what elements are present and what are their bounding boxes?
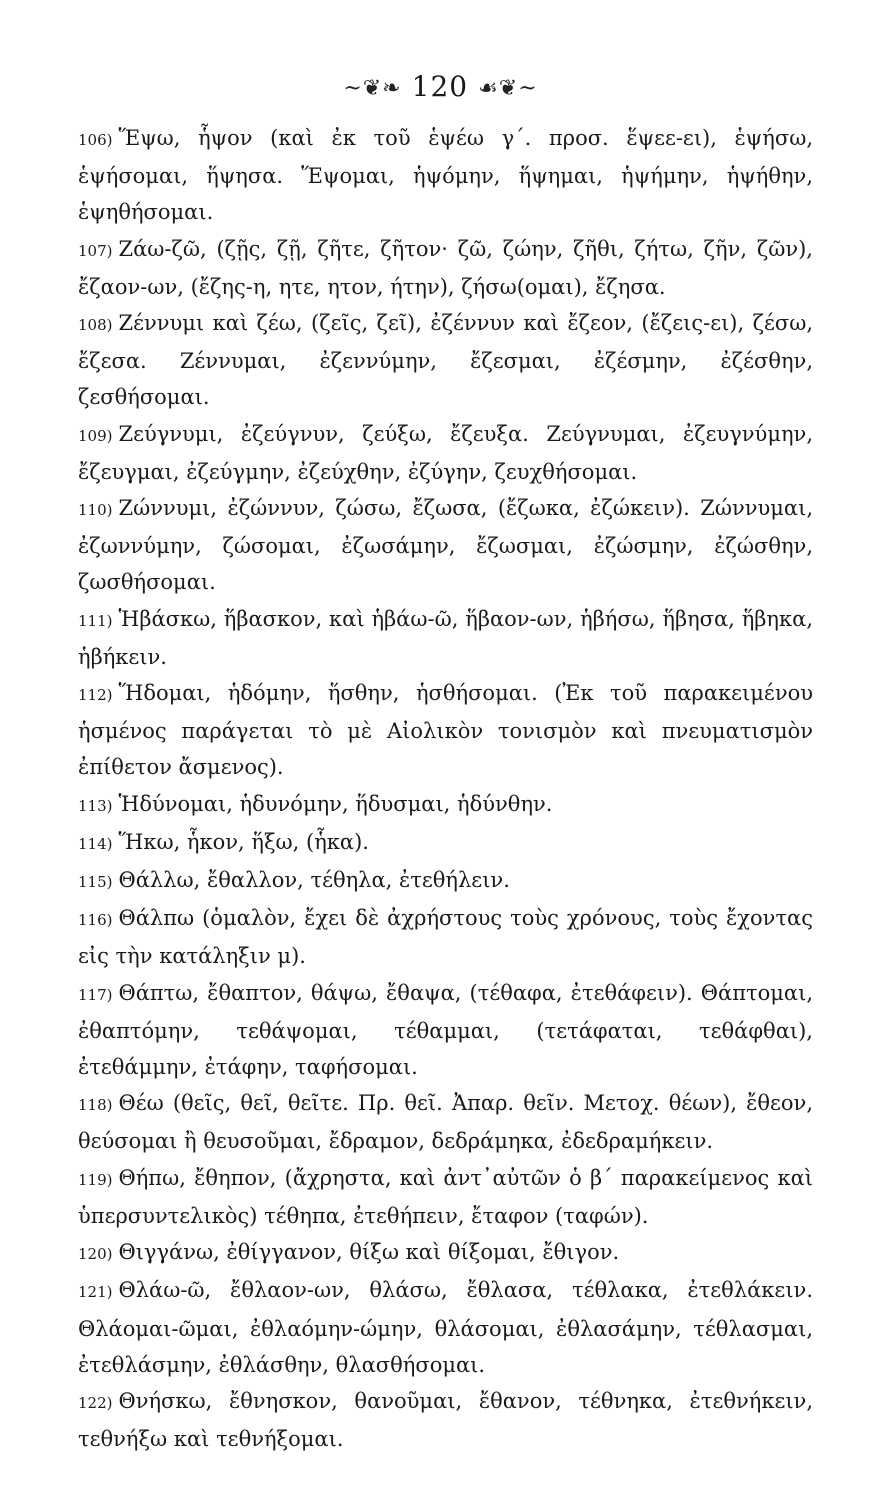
entry-number: 120)	[78, 1245, 113, 1264]
entry-115	[78, 862, 813, 900]
entry-number: 115)	[78, 873, 113, 892]
entry-text: Θέω (θεῖς, θεῖ, θεῖτε. Πρ. θεῖ. Ἀπαρ. θεῖν. Μετοχ. θέων), ἔθεον, θεύσομαι ἢ θευσοῦμαι, ἔδραμον, δεδράμηκα, ἐδεδραμήκειν.	[78, 1091, 813, 1154]
entry-117	[78, 975, 813, 1086]
entry-number: 114)	[78, 834, 113, 853]
entry-107	[78, 231, 813, 305]
entry-text: Ἥκω, ἧκον, ἥξω, (ἧκα).	[118, 829, 369, 854]
entry-109	[78, 416, 813, 490]
page-body	[78, 120, 813, 1457]
entry-119	[78, 1160, 813, 1234]
entry-113	[78, 786, 813, 824]
entry-text: Θάλπω (ὁμαλὸν, ἔχει δὲ ἀχρήστους τοὺς χρόνους, τοὺς ἔχοντας εἰς τὴν κατάληξιν μ).	[78, 906, 813, 969]
entry-text: Θνήσκω, ἔθνησκον, θανοῦμαι, ἔθανον, τέθνηκα, ἐτεθνήκειν, τεθνήξω καὶ τεθνήξομαι.	[78, 1388, 813, 1452]
entry-text: Ζέννυμι καὶ ζέω, (ζεῖς, ζεῖ), ἐζέννυν καὶ ἔζεον, (ἔζεις-ει), ζέσω, ἔζεσα. Ζέννυμαι, ἐζεννύμην, ἔζεσμαι, ἐζέσμην, ἐζέσθην, ζεσθήσομαι.	[78, 311, 813, 410]
entry-number: 112)	[78, 686, 113, 705]
entry-number: 107)	[78, 241, 113, 260]
entry-text: Ἕψω, ἧψον (καὶ ἐκ τοῦ ἑψέω γ΄. προσ. ἕψεε-ει), ἑψήσω, ἑψήσομαι, ἥψησα. Ἕψομαι, ἡψόμην, ἥψημαι, ἡψήμην, ἡψήθην, ἑψηθήσομαι.	[78, 126, 813, 225]
entry-text: Ζώννυμι, ἐζώννυν, ζώσω, ἔζωσα, (ἔζωκα, ἐζώκειν). Ζώννυμαι, ἐζωννύμην, ζώσομαι, ἐζωσάμην, ἔζωσμαι, ἐζώσμην, ἐζώσθην, ζωσθήσομαι.	[78, 496, 813, 595]
entry-110	[78, 490, 813, 601]
entry-number: 110)	[78, 501, 113, 520]
entry-number: 108)	[78, 316, 113, 335]
entry-108	[78, 305, 813, 416]
entry-number: 111)	[78, 611, 113, 630]
entry-118	[78, 1085, 813, 1159]
entry-number: 116)	[78, 911, 113, 930]
entry-text: Ζεύγνυμι, ἐζεύγνυν, ζεύξω, ἔζευξα. Ζεύγνυμαι, ἐζευγνύμην, ἔζευγμαι, ἐζεύγμην, ἐζεύχθην, ἐζύγην, ζευχθήσομαι.	[78, 421, 813, 484]
entry-text: Θήπω, ἔθηπον, (ἄχρηστα, καὶ ἀντ᾽αὐτῶν ὁ β΄ παρακείμενος καὶ ὑπερσυντελικὸς) τέθηπα, ἐτεθήπειν, ἔταφον (ταφών).	[78, 1165, 813, 1228]
page-number: 120	[411, 70, 469, 103]
entry-text: Θιγγάνω, ἐθίγγανον, θίξω καὶ θίξομαι, ἔθιγον.	[118, 1240, 620, 1265]
page-header	[0, 70, 881, 103]
entry-text: Ζάω-ζῶ, (ζῇς, ζῇ, ζῆτε, ζῆτον· ζῶ, ζώην, ζῆθι, ζήτω, ζῆν, ζῶν), ἔζαον-ων, (ἔζης-η, ητε, ητον, ήτην), ζήσω(ομαι), ἔζησα.	[78, 236, 813, 299]
entry-text: Θάπτω, ἔθαπτον, θάψω, ἔθαψα, (τέθαφα, ἐτεθάφειν). Θάπτομαι, ἐθαπτόμην, τεθάψομαι, τέθαμμαι, (τετάφαται, τεθάφθαι), ἐτεθάμμην, ἐτάφην, ταφήσομαι.	[78, 980, 813, 1080]
entry-number: 109)	[78, 426, 113, 445]
entry-number: 113)	[78, 796, 113, 815]
entry-number: 122)	[78, 1393, 113, 1412]
left-ornament-icon: ~❦❧	[343, 76, 402, 101]
entry-number: 119)	[78, 1170, 113, 1189]
entry-111	[78, 601, 813, 675]
entry-number: 121)	[78, 1283, 113, 1302]
entry-114	[78, 824, 813, 862]
entry-121	[78, 1272, 813, 1383]
entry-122	[78, 1383, 813, 1457]
entry-112	[78, 675, 813, 786]
entry-text: Ἥδομαι, ἡδόμην, ἥσθην, ἡσθήσομαι. (Ἐκ τοῦ παρακειμένου ἡσμένος παράγεται τὸ μὲ Αἰολικὸν τονισμὸν καὶ πνευματισμὸν ἐπίθετον ἄσμενος).	[78, 681, 813, 780]
right-ornament-icon: ☙❦~	[478, 76, 538, 101]
entry-text: Θλάω-ῶ, ἔθλαον-ων, θλάσω, ἔθλασα, τέθλακα, ἐτεθλάκειν. Θλάομαι-ῶμαι, ἐθλαόμην-ώμην, θλάσομαι, ἐθλασάμην, τέθλασμαι, ἐτεθλάσμην, ἐθλάσθην, θλασθήσομαι.	[78, 1278, 813, 1377]
entry-text: Ἡβάσκω, ἥβασκον, καὶ ἡβάω-ῶ, ἥβαον-ων, ἡβήσω, ἥβησα, ἥβηκα, ἡβήκειν.	[78, 606, 813, 669]
entry-116	[78, 900, 813, 974]
entry-number: 106)	[78, 131, 113, 149]
entry-106	[78, 120, 813, 231]
entry-text: Ἡδύνομαι, ἡδυνόμην, ἥδυσμαι, ἡδύνθην.	[118, 791, 553, 816]
entry-text: Θάλλω, ἔθαλλον, τέθηλα, ἐτεθήλειν.	[118, 868, 510, 893]
entry-120	[78, 1234, 813, 1272]
entry-number: 118)	[78, 1096, 113, 1115]
entry-number: 117)	[78, 985, 113, 1004]
